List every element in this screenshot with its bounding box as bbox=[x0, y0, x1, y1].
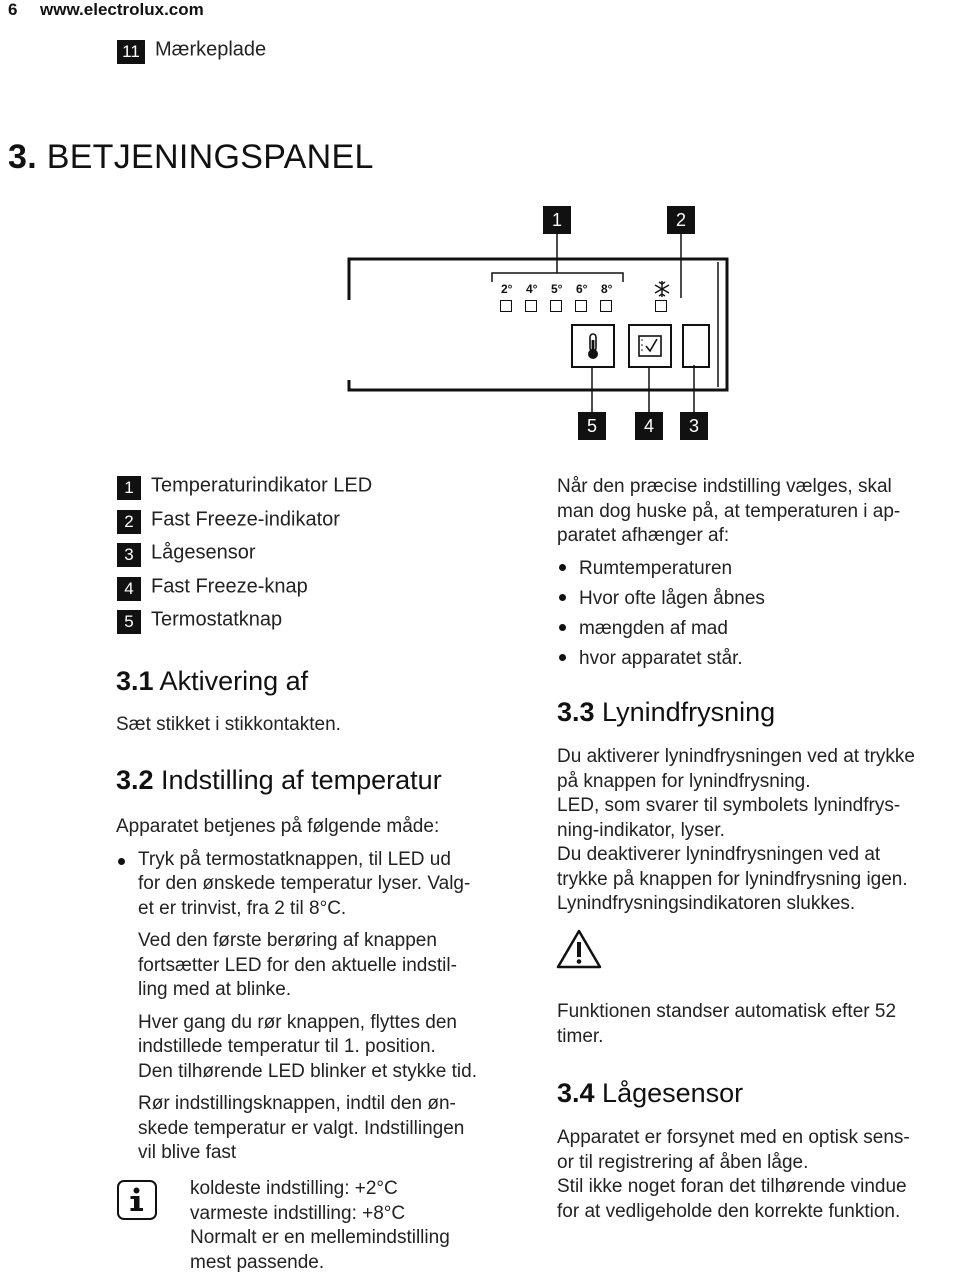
text-line: indstillede temperatur til 1. position. bbox=[138, 1036, 436, 1057]
callout-3: 3 bbox=[680, 412, 708, 440]
text-line: på knappen for lynindfrysning. bbox=[557, 770, 811, 792]
section-title bbox=[8, 138, 374, 177]
text-line: Du deaktiverer lynindfrysningen ved at bbox=[557, 844, 881, 865]
text-line: skede temperatur er valgt. Indstillingen bbox=[138, 1117, 465, 1139]
text-line: timer. bbox=[557, 1025, 604, 1047]
text-line: ling med at blinke. bbox=[138, 979, 292, 1000]
legend-number: 1 bbox=[117, 476, 141, 500]
s32-bullet-list bbox=[116, 848, 536, 922]
item-number: 11 bbox=[117, 40, 145, 64]
text-line: or til registrering af åben låge. bbox=[557, 1151, 809, 1173]
legend-number: 5 bbox=[117, 610, 141, 634]
legend-label: Lågesensor bbox=[151, 541, 256, 564]
thermostat-button[interactable] bbox=[571, 324, 615, 368]
text-line: Når den præcise indstilling vælges, skal bbox=[557, 476, 892, 497]
temp-label-8: 8° bbox=[601, 282, 613, 296]
list-item: mængden af mad bbox=[557, 614, 957, 644]
text-line: Normalt er en mellemindstilling bbox=[190, 1227, 450, 1248]
heading-text: Lynindfrysning bbox=[594, 697, 776, 727]
legend-label: Fast Freeze-knap bbox=[151, 574, 308, 597]
list-item: Rumtemperaturen bbox=[557, 554, 957, 584]
text-line: for den ønskede temperatur lyser. Valg- bbox=[138, 873, 471, 894]
legend-label: Temperaturindikator LED bbox=[151, 474, 373, 497]
temperature-led-2 bbox=[500, 300, 512, 312]
page-number: 6 bbox=[8, 0, 18, 19]
heading-3-2 bbox=[116, 765, 442, 796]
text-line: paratet afhænger af: bbox=[557, 525, 730, 546]
legend-item bbox=[117, 608, 372, 642]
text-line: fortsætter LED for den aktuelle indstil- bbox=[138, 954, 457, 976]
snowflake-icon bbox=[653, 280, 671, 298]
legend-label: Fast Freeze-indikator bbox=[151, 507, 340, 530]
s34-text bbox=[557, 1126, 960, 1224]
s31-text: Sæt stikket i stikkontakten. bbox=[116, 714, 341, 735]
temperature-led-6 bbox=[575, 300, 587, 312]
legend-item bbox=[117, 575, 372, 609]
fast-freeze-led bbox=[655, 300, 667, 312]
temp-label-2: 2° bbox=[501, 282, 513, 296]
info-glyph bbox=[119, 1182, 154, 1217]
control-panel-figure bbox=[340, 200, 740, 450]
door-sensor-window bbox=[682, 324, 710, 368]
legend-item bbox=[117, 508, 372, 542]
heading-3-3 bbox=[557, 697, 775, 728]
text-line: for at vedligeholde den korrekte funktion. bbox=[557, 1200, 901, 1222]
text-line: Hver gang du rør knappen, flyttes den bbox=[138, 1011, 457, 1033]
warning-icon bbox=[556, 928, 602, 970]
temp-label-6: 6° bbox=[576, 282, 588, 296]
s32-body bbox=[116, 815, 536, 1166]
callout-5: 5 bbox=[578, 412, 606, 440]
text-line: Tryk på termostatknappen, til LED ud bbox=[138, 848, 451, 870]
warning-text bbox=[557, 1000, 896, 1049]
text-line: Ved den første berøring af knappen bbox=[138, 930, 437, 951]
callout-4: 4 bbox=[635, 412, 663, 440]
text-line: Du aktiverer lynindfrysningen ved at trykke bbox=[557, 746, 915, 767]
thermometer-icon bbox=[573, 326, 613, 366]
text-line: Funktionen standser automatisk efter 52 bbox=[557, 1001, 897, 1022]
nameplate-item bbox=[117, 38, 266, 62]
item-label: Mærkeplade bbox=[155, 38, 267, 61]
heading-3-4 bbox=[557, 1078, 743, 1109]
text-line: varmeste indstilling: +8°C bbox=[190, 1202, 406, 1224]
right-bullet-list bbox=[557, 554, 957, 674]
heading-3-1 bbox=[116, 666, 308, 697]
text-line: koldeste indstilling: +2°C bbox=[190, 1178, 398, 1199]
text-line: mest passende. bbox=[190, 1251, 325, 1273]
callout-2: 2 bbox=[667, 206, 695, 234]
heading-text: Aktivering af bbox=[153, 666, 309, 696]
s32-indent-block bbox=[116, 921, 536, 1166]
s33-text bbox=[557, 745, 960, 917]
text-line: trykke på knappen for lynindfrysning igen. bbox=[557, 868, 908, 890]
temp-label-4: 4° bbox=[526, 282, 538, 296]
text-line: Den tilhørende LED blinker et stykke tid. bbox=[138, 1060, 477, 1082]
temperature-led-5 bbox=[550, 300, 562, 312]
list-item: hvor apparatet står. bbox=[557, 644, 957, 674]
legend-number: 4 bbox=[117, 577, 141, 601]
text-line: LED, som svarer til symbolets lynindfrys- bbox=[557, 795, 901, 816]
legend-number: 3 bbox=[117, 543, 141, 567]
heading-number: 3.4 bbox=[557, 1078, 595, 1108]
list-item bbox=[116, 848, 536, 922]
heading-text: Indstilling af temperatur bbox=[153, 765, 442, 795]
legend-label: Termostatknap bbox=[151, 608, 283, 631]
fast-freeze-button-icon bbox=[630, 326, 670, 366]
callout-1: 1 bbox=[543, 206, 571, 234]
info-text bbox=[190, 1177, 450, 1275]
text-line: Rør indstillingsknappen, indtil den øn- bbox=[138, 1093, 456, 1114]
heading-number: 3.3 bbox=[557, 697, 595, 727]
text-line: man dog huske på, at temperaturen i ap- bbox=[557, 500, 901, 522]
heading-number: 3.2 bbox=[116, 765, 154, 795]
text-line: Apparatet er forsynet med en optisk sens- bbox=[557, 1127, 910, 1148]
site-url[interactable]: www.electrolux.com bbox=[40, 0, 204, 19]
section-title-text: BETJENINGSPANEL bbox=[46, 138, 374, 176]
section-number: 3. bbox=[8, 138, 37, 176]
heading-text: Lågesensor bbox=[594, 1078, 744, 1108]
text-line: ning-indikator, lyser. bbox=[557, 819, 725, 841]
text-line: et er trinvist, fra 2 til 8°C. bbox=[138, 897, 347, 919]
heading-number: 3.1 bbox=[116, 666, 154, 696]
right-intro bbox=[557, 475, 957, 674]
temperature-led-8 bbox=[600, 300, 612, 312]
text-line: Stil ikke noget foran det tilhørende vindue bbox=[557, 1176, 907, 1197]
fast-freeze-button[interactable] bbox=[628, 324, 672, 368]
s32-intro: Apparatet betjenes på følgende måde: bbox=[116, 816, 440, 837]
list-item: Hvor ofte lågen åbnes bbox=[557, 584, 957, 614]
legend-item bbox=[117, 541, 372, 575]
legend-item bbox=[117, 474, 372, 508]
text-line: vil blive fast bbox=[138, 1142, 237, 1163]
legend-number: 2 bbox=[117, 510, 141, 534]
text-line: Lynindfrysningsindikatoren slukkes. bbox=[557, 893, 856, 914]
info-icon bbox=[117, 1180, 157, 1220]
temp-label-5: 5° bbox=[551, 282, 563, 296]
temperature-led-4 bbox=[525, 300, 537, 312]
legend-list bbox=[117, 474, 372, 642]
